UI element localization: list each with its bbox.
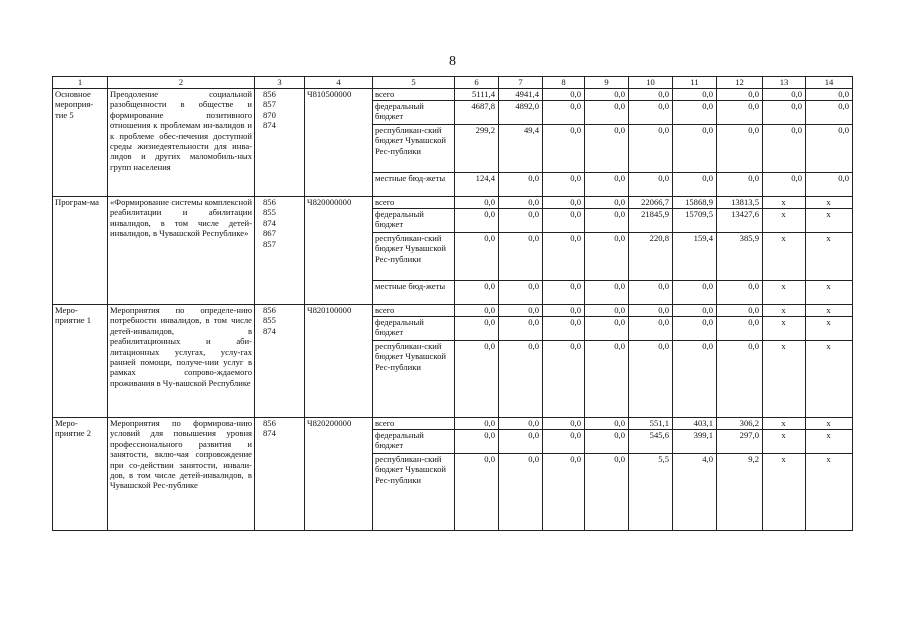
code-item: 857 xyxy=(263,238,276,249)
target-code-cell: Ч820000000 xyxy=(305,197,373,305)
value-cell: 0,0 xyxy=(806,125,853,173)
value-cell: 0,0 xyxy=(543,454,585,531)
value-cell: 0,0 xyxy=(543,341,585,418)
value-cell: 0,0 xyxy=(806,173,853,197)
funding-source-cell: всего xyxy=(373,418,455,430)
code-item: 857 xyxy=(263,99,276,110)
value-cell: х xyxy=(763,341,806,418)
funding-source-cell: республикан-ский бюджет Чувашской Рес-публики xyxy=(373,454,455,531)
value-cell: 0,0 xyxy=(499,197,543,209)
value-cell: 0,0 xyxy=(585,197,629,209)
target-code-cell: Ч820100000 xyxy=(305,305,373,418)
funding-source-cell: федеральный бюджет xyxy=(373,209,455,233)
header-row xyxy=(53,77,853,89)
code-item: 856 xyxy=(263,305,276,315)
header-cell: 12 xyxy=(717,77,763,89)
budget-table xyxy=(52,76,853,531)
funding-source-cell: федеральный бюджет xyxy=(373,430,455,454)
header-cell: 4 xyxy=(305,77,373,89)
value-cell: 0,0 xyxy=(455,430,499,454)
header-cell: 11 xyxy=(673,77,717,89)
value-cell: х xyxy=(763,305,806,317)
header-cell: 9 xyxy=(585,77,629,89)
value-cell: 0,0 xyxy=(455,418,499,430)
value-cell: 0,0 xyxy=(455,209,499,233)
code-item: 855 xyxy=(263,315,276,326)
value-cell: х xyxy=(806,341,853,418)
code-item: 874 xyxy=(263,217,276,228)
item-category-cell: Програм-ма xyxy=(53,197,108,305)
value-cell: 21845,9 xyxy=(629,209,673,233)
funding-source-cell: всего xyxy=(373,305,455,317)
value-cell: 0,0 xyxy=(629,173,673,197)
value-cell: 0,0 xyxy=(585,454,629,531)
value-cell: 0,0 xyxy=(455,281,499,305)
value-cell: 0,0 xyxy=(543,430,585,454)
value-cell: 13813,5 xyxy=(717,197,763,209)
value-cell: 49,4 xyxy=(499,125,543,173)
header-cell: 8 xyxy=(543,77,585,89)
value-cell: 0,0 xyxy=(585,209,629,233)
value-cell: 0,0 xyxy=(585,418,629,430)
table-row xyxy=(53,305,853,317)
value-cell: 13427,6 xyxy=(717,209,763,233)
value-cell: 0,0 xyxy=(673,125,717,173)
value-cell: 297,0 xyxy=(717,430,763,454)
value-cell: х xyxy=(763,454,806,531)
item-description-cell: «Формирование системы комплексной реабилитации и абилитации инвалидов, в том числе детей-инвалидов, в Чувашской Республике» xyxy=(108,197,255,305)
value-cell: х xyxy=(763,317,806,341)
value-cell: 0,0 xyxy=(806,101,853,125)
value-cell: 0,0 xyxy=(806,89,853,101)
value-cell: 0,0 xyxy=(673,101,717,125)
value-cell: 22066,7 xyxy=(629,197,673,209)
item-description-cell: Преодоление социальной разобщенности в обществе и формирование позитивного отношения к проблемам ин-валидов и к проблеме обес-печения доступной среды жизнедеятельности для инва-лидов и других маломобиль-ных групп населения xyxy=(108,89,255,197)
table-row xyxy=(53,197,853,209)
value-cell: 0,0 xyxy=(455,305,499,317)
item-description-cell: Мероприятия по формирова-нию условий для повышения уровня профессионального развития и занятости, вклю-чая сопровождение при со-действии занятости, инвали-дов, в том числе детей-инвалидов, в Чувашской Рес-публике xyxy=(108,418,255,531)
value-cell: х xyxy=(806,418,853,430)
value-cell: х xyxy=(806,317,853,341)
code-item: 856 xyxy=(263,197,276,207)
value-cell: 220,8 xyxy=(629,233,673,281)
funding-source-cell: федеральный бюджет xyxy=(373,101,455,125)
funding-source-cell: республикан-ский бюджет Чувашской Рес-публики xyxy=(373,233,455,281)
value-cell: 399,1 xyxy=(673,430,717,454)
value-cell: 0,0 xyxy=(585,281,629,305)
value-cell: 0,0 xyxy=(543,418,585,430)
value-cell: 5111,4 xyxy=(455,89,499,101)
code-item: 874 xyxy=(263,428,276,439)
value-cell: 0,0 xyxy=(543,89,585,101)
value-cell: 0,0 xyxy=(543,317,585,341)
value-cell: 0,0 xyxy=(629,341,673,418)
funding-source-cell: республикан-ский бюджет Чувашской Рес-публики xyxy=(373,341,455,418)
value-cell: 545,6 xyxy=(629,430,673,454)
target-code-cell: Ч810500000 xyxy=(305,89,373,197)
value-cell: 551,1 xyxy=(629,418,673,430)
header-cell: 14 xyxy=(806,77,853,89)
target-code-cell: Ч820200000 xyxy=(305,418,373,531)
value-cell: 299,2 xyxy=(455,125,499,173)
header-cell: 3 xyxy=(255,77,305,89)
value-cell: 306,2 xyxy=(717,418,763,430)
value-cell: 0,0 xyxy=(585,125,629,173)
value-cell: 4687,8 xyxy=(455,101,499,125)
value-cell: 0,0 xyxy=(543,197,585,209)
value-cell: х xyxy=(806,209,853,233)
value-cell: 0,0 xyxy=(673,173,717,197)
value-cell: 9,2 xyxy=(717,454,763,531)
value-cell: 0,0 xyxy=(455,197,499,209)
header-cell: 13 xyxy=(763,77,806,89)
value-cell: х xyxy=(763,281,806,305)
funding-source-cell: местные бюд-жеты xyxy=(373,281,455,305)
value-cell: 385,9 xyxy=(717,233,763,281)
value-cell: 4941,4 xyxy=(499,89,543,101)
code-item: 855 xyxy=(263,207,276,218)
value-cell: 403,1 xyxy=(673,418,717,430)
code-list-cell xyxy=(255,197,305,305)
value-cell: 0,0 xyxy=(543,209,585,233)
value-cell: 0,0 xyxy=(455,454,499,531)
value-cell: 0,0 xyxy=(455,317,499,341)
value-cell: 0,0 xyxy=(629,125,673,173)
value-cell: 0,0 xyxy=(763,101,806,125)
value-cell: 0,0 xyxy=(673,317,717,341)
code-item: 867 xyxy=(263,228,276,239)
value-cell: 0,0 xyxy=(763,173,806,197)
item-description-cell: Мероприятия по определе-нию потребности инвалидов, в том числе детей-инвалидов, в реабилитационных и аби-литационных услугах, услу-гах ранней помощи, получе-нии услуг в рамках сопрово-ждаемого проживания в Чу-вашской Республике xyxy=(108,305,255,418)
code-item: 874 xyxy=(263,120,276,131)
value-cell: 0,0 xyxy=(585,89,629,101)
funding-source-cell: федеральный бюджет xyxy=(373,317,455,341)
value-cell: 0,0 xyxy=(763,89,806,101)
value-cell: 0,0 xyxy=(499,281,543,305)
value-cell: 0,0 xyxy=(673,305,717,317)
value-cell: 0,0 xyxy=(543,305,585,317)
value-cell: 124,4 xyxy=(455,173,499,197)
value-cell: 0,0 xyxy=(499,454,543,531)
value-cell: 0,0 xyxy=(455,341,499,418)
value-cell: 0,0 xyxy=(717,305,763,317)
header-cell: 7 xyxy=(499,77,543,89)
funding-source-cell: всего xyxy=(373,197,455,209)
code-list-cell xyxy=(255,89,305,197)
value-cell: 0,0 xyxy=(455,233,499,281)
value-cell: 0,0 xyxy=(717,101,763,125)
value-cell: 0,0 xyxy=(499,418,543,430)
value-cell: 0,0 xyxy=(717,341,763,418)
value-cell: 0,0 xyxy=(499,317,543,341)
value-cell: 0,0 xyxy=(673,89,717,101)
value-cell: 5,5 xyxy=(629,454,673,531)
value-cell: 0,0 xyxy=(673,341,717,418)
header-cell: 2 xyxy=(108,77,255,89)
value-cell: 0,0 xyxy=(499,173,543,197)
code-item: 870 xyxy=(263,109,276,120)
funding-source-cell: местные бюд-жеты xyxy=(373,173,455,197)
code-item: 874 xyxy=(263,325,276,336)
value-cell: 0,0 xyxy=(499,430,543,454)
value-cell: 0,0 xyxy=(629,305,673,317)
item-category-cell: Основное мероприя-тие 5 xyxy=(53,89,108,197)
funding-source-cell: всего xyxy=(373,89,455,101)
funding-source-cell: республикан-ский бюджет Чувашской Рес-публики xyxy=(373,125,455,173)
value-cell: 0,0 xyxy=(629,101,673,125)
value-cell: 0,0 xyxy=(543,173,585,197)
value-cell: 0,0 xyxy=(629,317,673,341)
value-cell: х xyxy=(763,197,806,209)
item-category-cell: Меро-приятие 2 xyxy=(53,418,108,531)
code-item: 856 xyxy=(263,418,276,428)
page-number: 8 xyxy=(449,54,456,69)
value-cell: 4892,0 xyxy=(499,101,543,125)
value-cell: х xyxy=(763,430,806,454)
value-cell: 0,0 xyxy=(717,281,763,305)
value-cell: х xyxy=(806,233,853,281)
table-row xyxy=(53,418,853,430)
value-cell: х xyxy=(763,209,806,233)
value-cell: 0,0 xyxy=(763,125,806,173)
value-cell: 0,0 xyxy=(717,125,763,173)
value-cell: 0,0 xyxy=(629,281,673,305)
value-cell: 4,0 xyxy=(673,454,717,531)
code-list-cell xyxy=(255,418,305,531)
item-category-cell: Меро-приятие 1 xyxy=(53,305,108,418)
value-cell: 0,0 xyxy=(543,125,585,173)
value-cell: х xyxy=(806,197,853,209)
value-cell: х xyxy=(806,305,853,317)
value-cell: 0,0 xyxy=(543,233,585,281)
value-cell: 0,0 xyxy=(629,89,673,101)
value-cell: 0,0 xyxy=(585,341,629,418)
value-cell: 0,0 xyxy=(499,305,543,317)
value-cell: 0,0 xyxy=(717,173,763,197)
value-cell: 0,0 xyxy=(585,101,629,125)
value-cell: 0,0 xyxy=(543,101,585,125)
value-cell: 0,0 xyxy=(585,173,629,197)
value-cell: 0,0 xyxy=(585,430,629,454)
value-cell: х xyxy=(806,281,853,305)
value-cell: 15868,9 xyxy=(673,197,717,209)
header-cell: 1 xyxy=(53,77,108,89)
header-cell: 6 xyxy=(455,77,499,89)
value-cell: 0,0 xyxy=(499,233,543,281)
table-row xyxy=(53,89,853,101)
value-cell: 0,0 xyxy=(585,305,629,317)
value-cell: 0,0 xyxy=(585,233,629,281)
value-cell: 0,0 xyxy=(499,209,543,233)
value-cell: х xyxy=(763,233,806,281)
table-body xyxy=(53,89,853,531)
header-cell: 10 xyxy=(629,77,673,89)
value-cell: х xyxy=(763,418,806,430)
value-cell: 0,0 xyxy=(673,281,717,305)
value-cell: 0,0 xyxy=(717,317,763,341)
header-cell: 5 xyxy=(373,77,455,89)
value-cell: х xyxy=(806,430,853,454)
value-cell: 0,0 xyxy=(585,317,629,341)
value-cell: 159,4 xyxy=(673,233,717,281)
code-list-cell xyxy=(255,305,305,418)
code-item: 856 xyxy=(263,89,276,99)
value-cell: 0,0 xyxy=(543,281,585,305)
value-cell: х xyxy=(806,454,853,531)
value-cell: 0,0 xyxy=(717,89,763,101)
value-cell: 0,0 xyxy=(499,341,543,418)
value-cell: 15709,5 xyxy=(673,209,717,233)
